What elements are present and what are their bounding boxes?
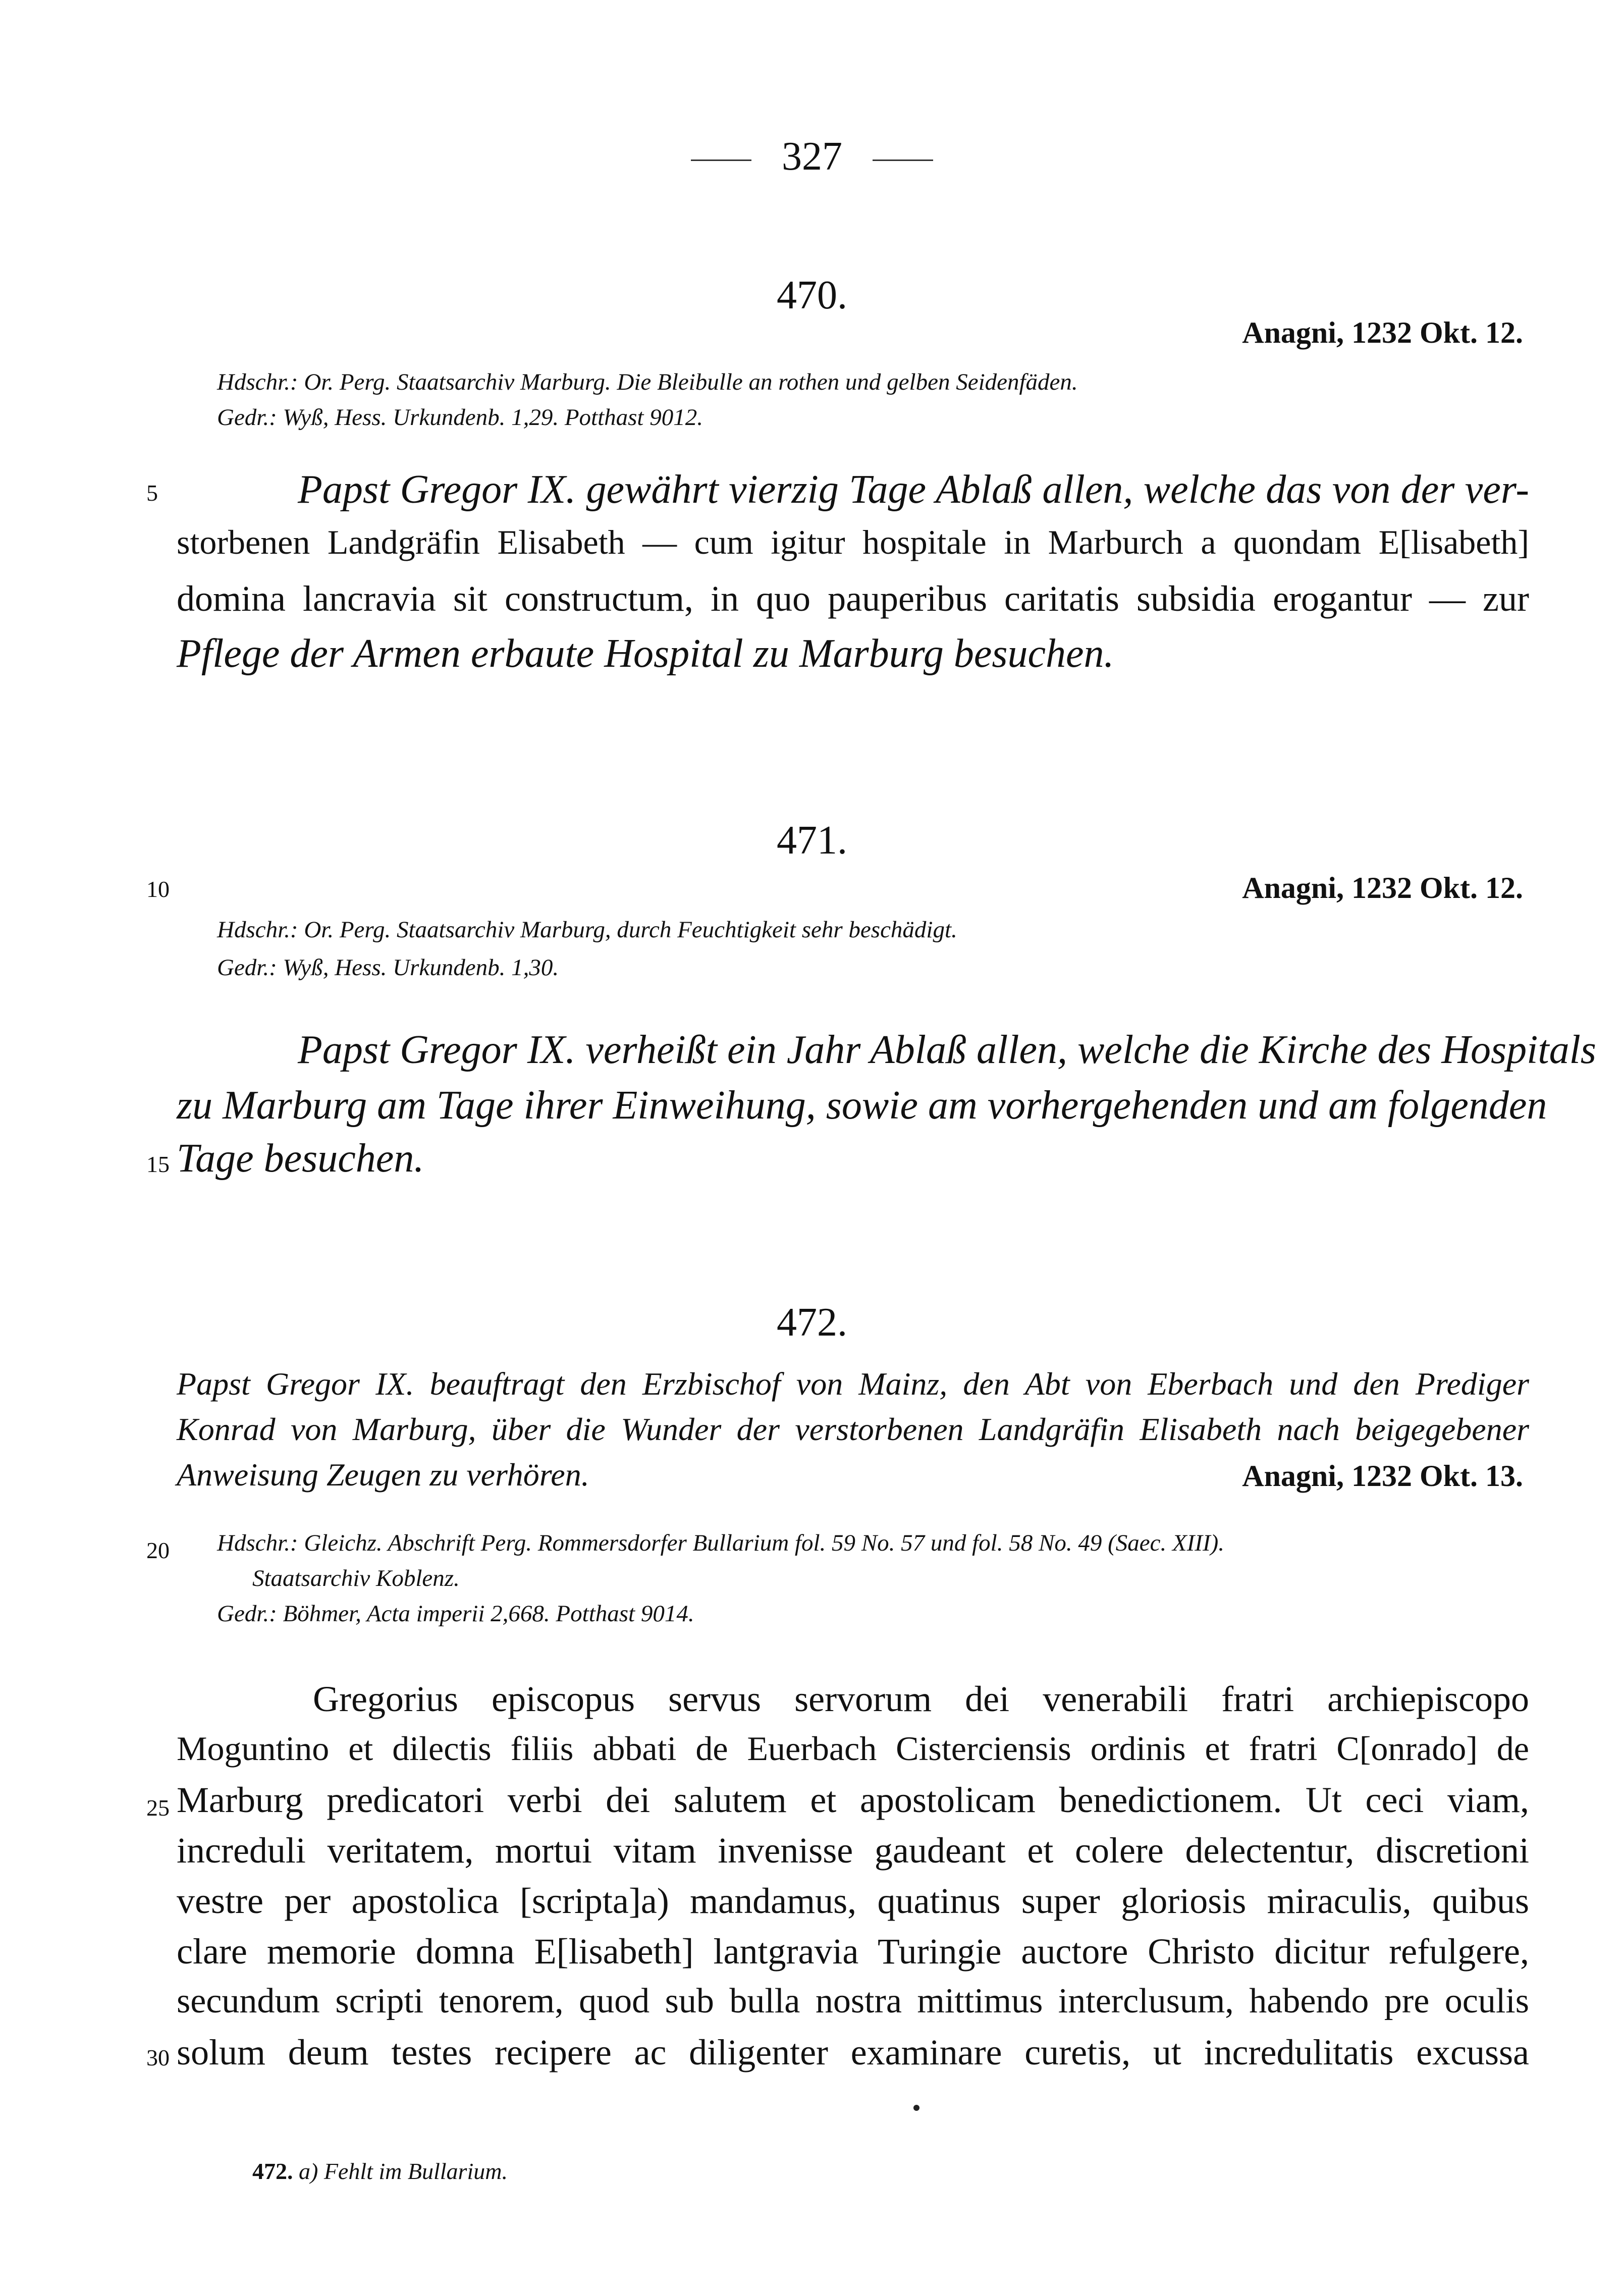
- entry-472-summary-line: Papst Gregor IX. beauftragt den Erzbischof von Mainz, den Abt von Eberbach und den Prediger: [177, 1366, 1529, 1402]
- entry-472-summary-line: Konrad von Marburg, über die Wunder der verstorbenen Landgräfin Elisabeth nach beigegebener: [177, 1411, 1529, 1447]
- entry-472-source: Hdschr.: Gleichz. Abschrift Perg. Rommersdorfer Bullarium fol. 59 No. 57 und fol. 58 No. 49 (Saec. XIII).: [217, 1530, 1225, 1556]
- entry-471-text-line: Papst Gregor IX. verheißt ein Jahr Ablaß allen, welche die Kirche des Hospitals: [298, 1028, 1596, 1072]
- page-number: 327: [782, 134, 842, 179]
- entry-471-source: Hdschr.: Or. Perg. Staatsarchiv Marburg, durch Feuchtigkeit sehr beschädigt.: [217, 917, 957, 943]
- line-number: 15: [146, 1151, 170, 1177]
- entry-471-print: Gedr.: Wyß, Hess. Urkundenb. 1,30.: [217, 954, 559, 981]
- entry-472-date: Anagni, 1232 Okt. 13.: [1242, 1459, 1523, 1493]
- entry-471-text-line: Tage besuchen.: [177, 1136, 424, 1181]
- entry-472-text-line: vestre per apostolica [scripta]a) mandamus, quatinus super gloriosis miraculis, quibus: [177, 1881, 1529, 1921]
- entry-471-date: Anagni, 1232 Okt. 12.: [1242, 871, 1523, 905]
- entry-472-source-archive: Staatsarchiv Koblenz.: [252, 1565, 460, 1591]
- entry-470-number: 470.: [777, 273, 847, 317]
- footnote: [252, 2158, 508, 2185]
- line-number: 10: [146, 876, 170, 902]
- entry-472-print: Gedr.: Böhmer, Acta imperii 2,668. Potthast 9014.: [217, 1601, 694, 1627]
- entry-472-text-line: increduli veritatem, mortui vitam invenisse gaudeant et colere delectentur, discretioni: [177, 1830, 1529, 1871]
- entry-472-text-line: clare memorie domna E[lisabeth] lantgravia Turingie auctore Christo dicitur refulgere,: [177, 1931, 1529, 1972]
- footnote-ref: 472.: [252, 2158, 293, 2184]
- entry-471-number: 471.: [777, 818, 847, 863]
- entry-472-number: 472.: [777, 1300, 847, 1345]
- header-rule-left: [691, 160, 751, 161]
- header-rule-right: [873, 160, 933, 161]
- entry-470-text-line: Papst Gregor IX. gewährt vierzig Tage Ablaß allen, welche das von der ver-: [298, 467, 1529, 512]
- entry-472-text-line: solum deum testes recipere ac diligenter examinare curetis, ut incredulitatis excussa: [177, 2032, 1529, 2073]
- entry-472-text-line: secundum scripti tenorem, quod sub bulla nostra mittimus interclusum, habendo pre oculis: [177, 1982, 1529, 2021]
- decorative-dot: [913, 2105, 919, 2111]
- entry-470-text-line: storbenen Landgräfin Elisabeth — cum igitur hospitale in Marburch a quondam E[lisabeth]: [177, 523, 1529, 561]
- entry-470-source: Hdschr.: Or. Perg. Staatsarchiv Marburg. Die Bleibulle an rothen und gelben Seidenfäden.: [217, 369, 1078, 395]
- entry-470-text-line: domina lancravia sit constructum, in quo pauperibus caritatis subsidia erogantur — zur: [177, 578, 1529, 619]
- entry-470-text-line: Pflege der Armen erbaute Hospital zu Marburg besuchen.: [177, 631, 1114, 676]
- line-number: 5: [146, 480, 158, 506]
- footnote-text: a) Fehlt im Bullarium.: [299, 2158, 508, 2184]
- line-number: 25: [146, 1795, 170, 1821]
- line-number: 20: [146, 1537, 170, 1563]
- line-number: 30: [146, 2045, 170, 2070]
- page-header: [0, 134, 1624, 180]
- entry-470-date: Anagni, 1232 Okt. 12.: [1242, 316, 1523, 349]
- entry-471-text-line: zu Marburg am Tage ihrer Einweihung, sowie am vorhergehenden und am folgenden: [177, 1083, 1547, 1128]
- entry-472-text-line: Moguntino et dilectis filiis abbati de Euerbach Cisterciensis ordinis et fratri C[onrado] de: [177, 1729, 1529, 1768]
- entry-472-summary-line: Anweisung Zeugen zu verhören.: [177, 1457, 589, 1493]
- entry-472-text-line: Marburg predicatori verbi dei salutem et apostolicam benedictionem. Ut ceci viam,: [177, 1780, 1529, 1820]
- entry-470-print: Gedr.: Wyß, Hess. Urkundenb. 1,29. Potthast 9012.: [217, 404, 703, 431]
- entry-472-text-line: Gregorius episcopus servus servorum dei venerabili fratri archiepiscopo: [313, 1679, 1529, 1719]
